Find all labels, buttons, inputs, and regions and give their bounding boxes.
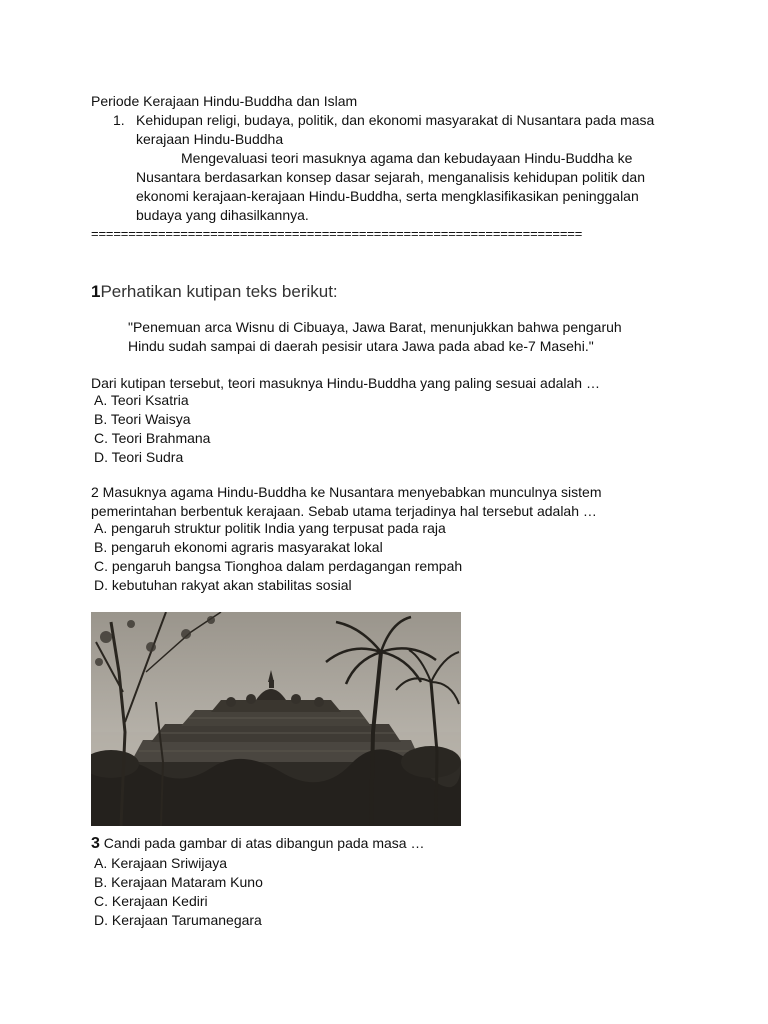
question-3-text <box>91 834 424 853</box>
description-line: Nusantara berdasarkan konsep dasar sejarah, menganalisis kehidupan politik dan <box>136 169 645 185</box>
question-number: 3 <box>91 835 100 852</box>
option-item: A. Teori Ksatria <box>94 392 189 408</box>
temple-illustration <box>91 612 461 826</box>
section-separator: ================================================================== <box>91 226 583 241</box>
question-3-options <box>94 854 263 930</box>
list-item <box>136 111 654 225</box>
list-line: kerajaan Hindu-Buddha <box>136 131 284 147</box>
option-item: D. Teori Sudra <box>94 449 184 465</box>
document-title: Periode Kerajaan Hindu-Buddha dan Islam <box>91 93 358 109</box>
question-text: Candi pada gambar di atas dibangun pada masa … <box>99 835 425 851</box>
question-2-options <box>94 519 462 595</box>
question-line: 2 Masuknya agama Hindu-Buddha ke Nusantara menyebabkan munculnya sistem <box>91 484 602 500</box>
description-line: budaya yang dihasilkannya. <box>136 207 309 223</box>
option-item: A. pengaruh struktur politik India yang terpusat pada raja <box>94 520 446 536</box>
list-number: 1. <box>113 112 125 128</box>
quote-line: Hindu sudah sampai di daerah pesisir utara Jawa pada abad ke-7 Masehi." <box>128 338 594 354</box>
option-item: D. Kerajaan Tarumanegara <box>94 912 262 928</box>
question-line: pemerintahan berbentuk kerajaan. Sebab utama terjadinya hal tersebut adalah … <box>91 503 597 519</box>
option-item: C. pengaruh bangsa Tionghoa dalam perdagangan rempah <box>94 558 463 574</box>
description-line: ekonomi kerajaan-kerajaan Hindu-Buddha, serta mengklasifikasikan peninggalan <box>136 188 639 204</box>
question-heading-text: Perhatikan kutipan teks berikut: <box>100 282 338 301</box>
option-item: D. kebutuhan rakyat akan stabilitas sosial <box>94 577 352 593</box>
question-text: Dari kutipan tersebut, teori masuknya Hindu-Buddha yang paling sesuai adalah … <box>91 375 600 391</box>
list-line: Kehidupan religi, budaya, politik, dan ekonomi masyarakat di Nusantara pada masa <box>136 112 655 128</box>
description-line: Mengevaluasi teori masuknya agama dan kebudayaan Hindu-Buddha ke <box>181 150 633 166</box>
question-1-options <box>94 391 210 467</box>
question-2-text <box>91 483 602 521</box>
option-item: B. Teori Waisya <box>94 411 191 427</box>
option-item: A. Kerajaan Sriwijaya <box>94 855 228 871</box>
quote-block <box>128 318 622 356</box>
option-item: B. Kerajaan Mataram Kuno <box>94 874 263 890</box>
option-item: C. Teori Brahmana <box>94 430 211 446</box>
question-1-heading <box>91 281 338 303</box>
temple-photo <box>91 612 461 826</box>
quote-line: "Penemuan arca Wisnu di Cibuaya, Jawa Barat, menunjukkan bahwa pengaruh <box>128 319 622 335</box>
question-number: 1 <box>91 282 101 301</box>
option-item: B. pengaruh ekonomi agraris masyarakat lokal <box>94 539 383 555</box>
option-item: C. Kerajaan Kediri <box>94 893 208 909</box>
